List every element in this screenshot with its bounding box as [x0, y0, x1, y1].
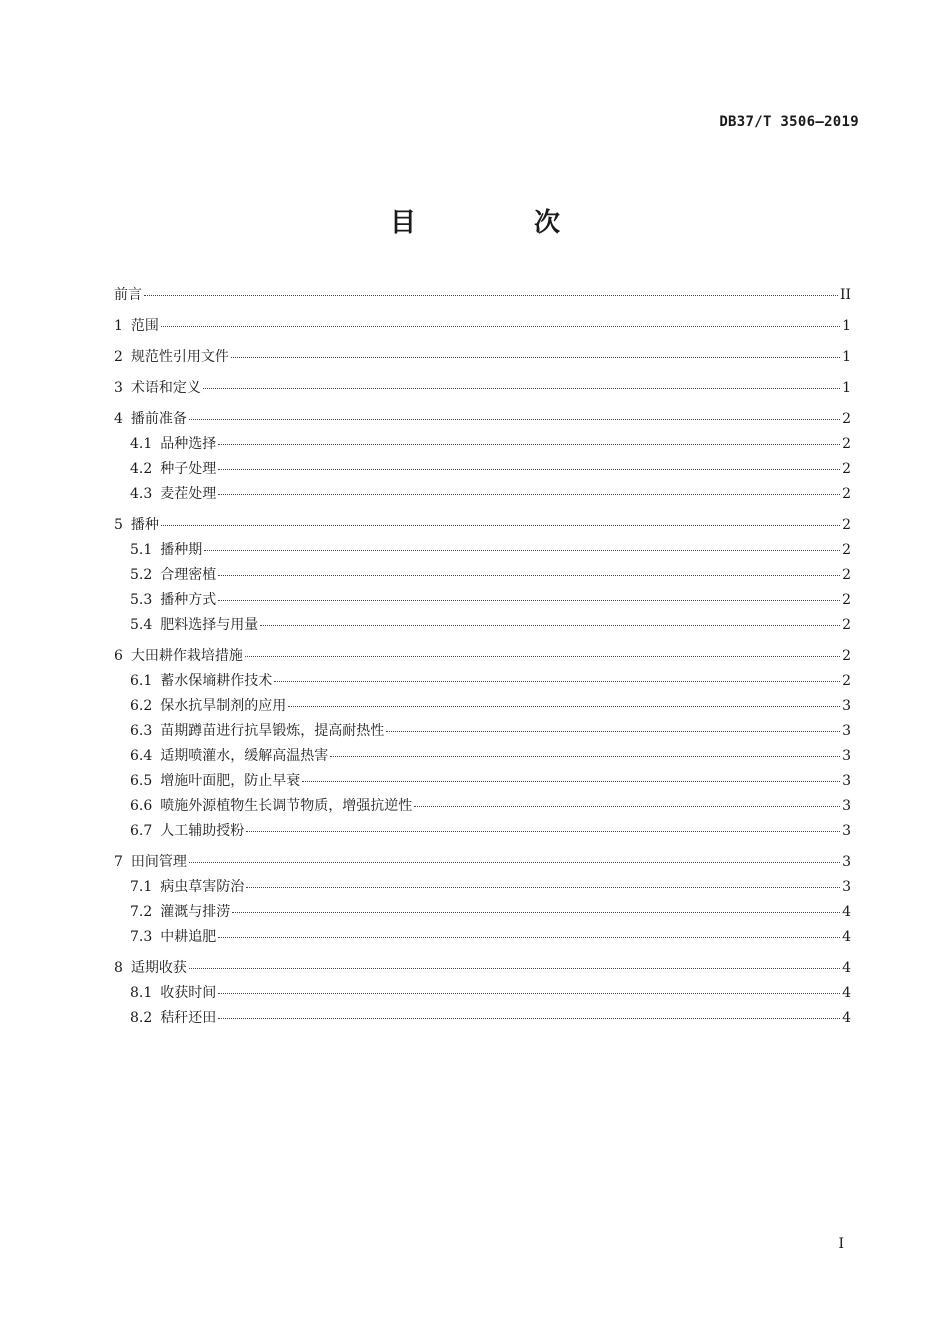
toc-entry[interactable]: [114, 876, 851, 901]
toc-entry-page: 3: [842, 698, 851, 714]
toc-entry-title: [114, 346, 229, 366]
toc-entry-label: 中耕追肥: [160, 929, 217, 945]
toc-entry-number: 7.1: [130, 879, 153, 895]
toc-entry[interactable]: [114, 982, 851, 1007]
dot-leader: [245, 656, 840, 657]
toc-entry-title: [130, 564, 216, 584]
toc-entry-number: 5.2: [130, 567, 153, 583]
toc-entry-page: 1: [842, 380, 851, 396]
standard-code: DB37/T 3506—2019: [719, 114, 859, 130]
toc-entry-title: [130, 770, 300, 790]
toc-entry[interactable]: [114, 433, 851, 458]
toc-entry-title: [114, 408, 187, 428]
toc-entry-page: 2: [842, 436, 851, 452]
toc-entry[interactable]: [114, 901, 851, 926]
toc-entry[interactable]: [114, 720, 851, 745]
toc-entry[interactable]: [114, 851, 851, 876]
toc-entry-label: 种子处理: [160, 461, 217, 477]
toc-entry-title: [114, 377, 201, 397]
toc-entry[interactable]: [114, 539, 851, 564]
toc-entry-page: 3: [842, 854, 851, 870]
toc-entry-number: 2: [114, 349, 123, 365]
toc-entry-number: 4.1: [130, 436, 153, 452]
toc-entry-page: 4: [842, 1010, 851, 1026]
dot-leader: [161, 525, 840, 526]
toc-entry[interactable]: [114, 458, 851, 483]
toc-entry-title: [130, 926, 216, 946]
toc-entry-page: 2: [842, 486, 851, 502]
toc-entry-page: 2: [842, 592, 851, 608]
toc-entry-number: 6.2: [130, 698, 153, 714]
toc-entry-number: 4.3: [130, 486, 153, 502]
toc-entry-label: 规范性引用文件: [130, 349, 229, 365]
toc-entry-number: 5: [114, 517, 123, 533]
dot-leader: [231, 357, 840, 358]
toc-entry[interactable]: [114, 514, 851, 539]
toc-entry-label: 播前准备: [130, 411, 187, 427]
toc-entry-title: [114, 851, 187, 871]
toc-entry-title: [130, 876, 244, 896]
toc-entry-label: 范围: [130, 318, 159, 334]
toc-entry-label: 合理密植: [160, 567, 217, 583]
toc-entry-number: 5.1: [130, 542, 153, 558]
toc-entry-number: 7.3: [130, 929, 153, 945]
toc-entry-label: 大田耕作栽培措施: [130, 648, 243, 664]
toc-entry-number: 8.1: [130, 985, 153, 1001]
toc-entry-number: 6.6: [130, 798, 153, 814]
toc-entry-title: [114, 645, 243, 665]
toc-entry[interactable]: [114, 670, 851, 695]
toc-entry-title: [130, 745, 328, 765]
toc-entry[interactable]: [114, 645, 851, 670]
dot-leader: [218, 469, 840, 470]
toc-entry-label: 蓄水保墒耕作技术: [160, 673, 273, 689]
toc-entry[interactable]: [114, 408, 851, 433]
dot-leader: [386, 731, 840, 732]
toc-entry-title: [130, 589, 216, 609]
toc-entry-title: [130, 901, 230, 921]
toc-entry-title: [130, 458, 216, 478]
dot-leader: [218, 444, 840, 445]
dot-leader: [161, 326, 840, 327]
toc-entry-page: 4: [842, 960, 851, 976]
toc-entry-page: 4: [842, 904, 851, 920]
toc-entry[interactable]: [114, 377, 851, 402]
toc-entry-number: 6.5: [130, 773, 153, 789]
toc-entry[interactable]: [114, 284, 851, 309]
toc-entry-number: 6: [114, 648, 123, 664]
toc-entry-page: 1: [842, 318, 851, 334]
dot-leader: [203, 388, 840, 389]
toc-entry-page: 4: [842, 985, 851, 1001]
toc-entry-page: 2: [842, 542, 851, 558]
toc-entry-label: 麦茬处理: [160, 486, 217, 502]
toc-entry-label: 喷施外源植物生长调节物质，增强抗逆性: [160, 798, 413, 814]
dot-leader: [260, 625, 840, 626]
toc-entry-label: 肥料选择与用量: [160, 617, 259, 633]
dot-leader: [218, 575, 840, 576]
toc-entry-number: 6.1: [130, 673, 153, 689]
dot-leader: [189, 862, 840, 863]
toc-entry-number: 3: [114, 380, 123, 396]
toc-entry-label: 收获时间: [160, 985, 217, 1001]
page-number: I: [838, 1236, 844, 1252]
toc-entry-number: 6.7: [130, 823, 153, 839]
toc-entry[interactable]: [114, 1007, 851, 1032]
toc-entry[interactable]: [114, 795, 851, 820]
toc-entry-label: 播种方式: [160, 592, 217, 608]
toc-entry-page: 3: [842, 748, 851, 764]
toc-entry-number: 7: [114, 854, 123, 870]
dot-leader: [218, 1018, 840, 1019]
toc-entry-label: 适期收获: [130, 960, 187, 976]
toc-entry-page: 1: [842, 349, 851, 365]
toc-entry[interactable]: [114, 315, 851, 340]
toc-entry-label: 术语和定义: [130, 380, 201, 396]
toc-entry-label: 苗期蹲苗进行抗旱锻炼，提高耐热性: [160, 723, 385, 739]
page-title: 目 次: [389, 208, 606, 238]
toc-entry-number: 7.2: [130, 904, 153, 920]
toc-entry-number: 1: [114, 318, 123, 334]
toc-entry-title: [130, 539, 202, 559]
toc-entry[interactable]: [114, 483, 851, 508]
toc-entry-label: 病虫草害防治: [160, 879, 245, 895]
toc-entry[interactable]: [114, 346, 851, 371]
toc-entry-page: 2: [842, 617, 851, 633]
toc-entry[interactable]: [114, 564, 851, 589]
dot-leader: [232, 912, 840, 913]
toc-entry-number: 4.2: [130, 461, 153, 477]
toc-entry-number: 5.4: [130, 617, 153, 633]
toc-entry-page: 2: [842, 648, 851, 664]
toc-entry-page: 2: [842, 517, 851, 533]
toc-entry-page: 4: [842, 929, 851, 945]
toc-entry-label: 品种选择: [160, 436, 217, 452]
dot-leader: [218, 494, 840, 495]
toc-entry-title: [130, 670, 272, 690]
toc-entry-label: 灌溉与排涝: [160, 904, 231, 920]
toc-entry[interactable]: [114, 770, 851, 795]
toc-entry-number: 4: [114, 411, 123, 427]
toc-entry-page: 2: [842, 673, 851, 689]
toc-entry-page: 3: [842, 798, 851, 814]
dot-leader: [288, 706, 840, 707]
dot-leader: [246, 831, 840, 832]
dot-leader: [218, 937, 840, 938]
toc-entry-label: 前言: [114, 287, 142, 303]
toc-entry[interactable]: [114, 589, 851, 614]
toc-entry-label: 人工辅助授粉: [160, 823, 245, 839]
toc-entry-title: [130, 433, 216, 453]
toc-entry-label: 秸秆还田: [160, 1010, 217, 1026]
toc-entry-title: [130, 795, 412, 815]
toc-entry[interactable]: [114, 820, 851, 845]
toc-entry-page: 3: [842, 723, 851, 739]
toc-entry-page: 2: [842, 567, 851, 583]
toc-entry-title: [114, 284, 142, 304]
dot-leader: [189, 419, 840, 420]
dot-leader: [274, 681, 840, 682]
toc-entry-title: [130, 695, 286, 715]
dot-leader: [218, 993, 840, 994]
toc-entry-title: [130, 982, 216, 1002]
toc-entry-title: [130, 1007, 216, 1027]
toc-entry-page: 2: [842, 411, 851, 427]
toc-entry[interactable]: [114, 926, 851, 951]
toc-entry-number: 8: [114, 960, 123, 976]
toc-entry-label: 保水抗旱制剂的应用: [160, 698, 287, 714]
toc-entry-page: 3: [842, 823, 851, 839]
toc-entry-label: 适期喷灌水，缓解高温热害: [160, 748, 329, 764]
dot-leader: [302, 781, 840, 782]
toc-entry-number: 6.3: [130, 723, 153, 739]
toc-entry-title: [114, 957, 187, 977]
toc-entry[interactable]: [114, 957, 851, 982]
dot-leader: [144, 295, 838, 296]
toc-entry-number: 8.2: [130, 1010, 153, 1026]
table-of-contents: [114, 284, 851, 1032]
toc-entry-page: 3: [842, 879, 851, 895]
toc-entry-number: 6.4: [130, 748, 153, 764]
toc-entry-number: 5.3: [130, 592, 153, 608]
toc-entry-page: 3: [842, 773, 851, 789]
toc-entry[interactable]: [114, 695, 851, 720]
toc-entry[interactable]: [114, 614, 851, 639]
toc-entry-label: 播种期: [160, 542, 203, 558]
toc-entry-title: [130, 820, 244, 840]
dot-leader: [189, 968, 840, 969]
toc-entry-label: 增施叶面肥，防止早衰: [160, 773, 301, 789]
toc-entry-title: [130, 614, 258, 634]
dot-leader: [218, 600, 840, 601]
dot-leader: [204, 550, 840, 551]
dot-leader: [330, 756, 840, 757]
dot-leader: [246, 887, 840, 888]
toc-entry-title: [114, 315, 159, 335]
toc-entry-title: [130, 483, 216, 503]
toc-entry-title: [130, 720, 384, 740]
toc-entry-page: 2: [842, 461, 851, 477]
dot-leader: [414, 806, 840, 807]
toc-entry[interactable]: [114, 745, 851, 770]
toc-entry-page: II: [839, 287, 851, 303]
toc-entry-label: 田间管理: [130, 854, 187, 870]
toc-entry-title: [114, 514, 159, 534]
toc-entry-label: 播种: [130, 517, 159, 533]
